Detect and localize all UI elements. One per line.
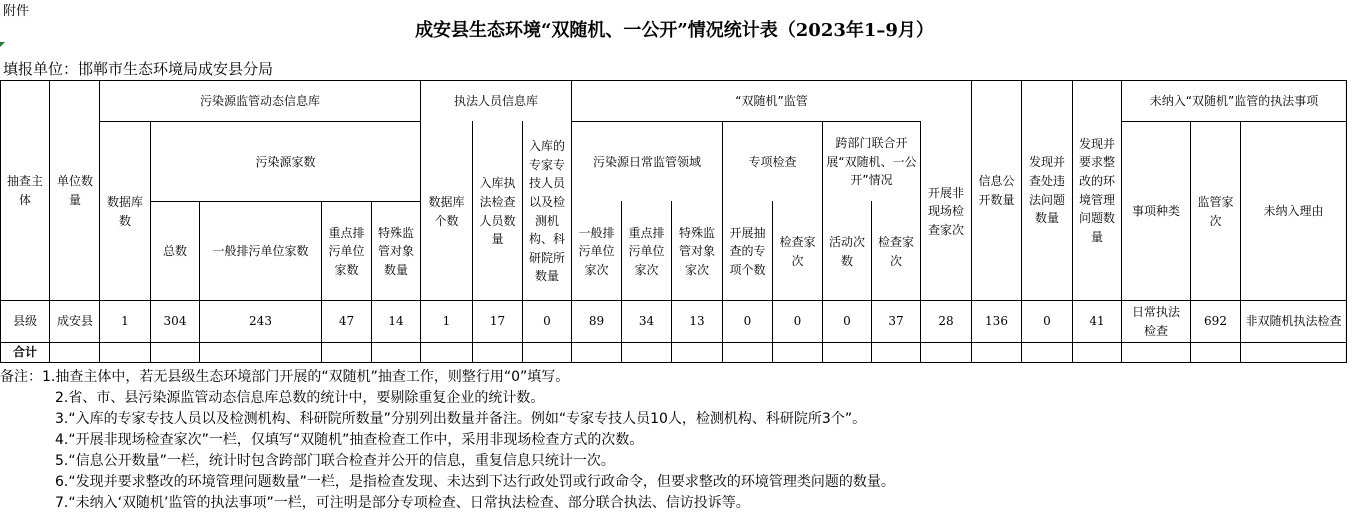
header-daily: 污染源日常监管领域 <box>592 154 701 169</box>
header-random: “双随机”监管 <box>735 93 808 108</box>
note-item: 6.“发现并要求整改的环境管理问题数量”一栏，是指检查发现、未达到下达行政处罚或行政命令，但要求整改的环境管理类问题的数量。 <box>55 474 895 490</box>
table-cell: 41 <box>1089 314 1105 329</box>
header-subject: 抽查主体 <box>6 173 43 207</box>
table-cell: 14 <box>388 314 404 329</box>
header-db-count: 数据库数 <box>106 194 143 228</box>
table-cell: 37 <box>888 314 904 329</box>
cell-comment-marker <box>0 42 5 47</box>
table-cell: 243 <box>249 314 272 329</box>
header-daily-key: 重点排污单位家次 <box>628 225 665 277</box>
header-enforcement-db: 执法人员信息库 <box>453 93 538 108</box>
table-cell: 0 <box>543 314 551 329</box>
header-pollution-db: 污染源监管动态信息库 <box>199 93 320 108</box>
header-joint-visits: 检查家次 <box>877 234 914 268</box>
header-reason: 未纳入理由 <box>1263 204 1324 219</box>
header-supervision: 监管家次 <box>1197 194 1234 228</box>
table-cell: 非双随机执法检查 <box>1245 314 1342 329</box>
note-item: 3.“入库的专家专技人员以及检测机构、科研院所数量”分别列出数量并备注。例如“专家专技人员10人，检测机构、科研院所3个”。 <box>55 411 867 427</box>
header-enforcement-db-count: 数据库个数 <box>428 194 465 228</box>
header-special: 特殊监管对象数量 <box>377 225 414 277</box>
table-cell: 1 <box>442 314 451 329</box>
table-cell: 0 <box>843 314 851 329</box>
header-special-check: 专项检查 <box>748 154 797 169</box>
header-key: 重点排污单位家数 <box>328 225 365 277</box>
reporting-unit: 填报单位：邯郸市生态环境局成安县分局 <box>3 60 274 78</box>
header-experts: 入库的专家专技人员以及检测机构、科研院所数量 <box>528 139 565 284</box>
note-item: 4.“开展非现场检查家次”一栏，仅填写“双随机”抽查检查工作中，采用非现场检查方式的次数。 <box>55 432 644 448</box>
note-item: 7.“未纳入‘双随机’监管的执法事项”一栏，可注明是部分专项检查、日常执法检查、部分联合执法、信访投诉等。 <box>55 495 750 511</box>
note-item: 备注：1.抽查主体中，若无县级生态环境部门开展的“双随机”抽查工作，则整行用“0”填写。 <box>0 369 570 385</box>
header-daily-special: 特殊监管对象家次 <box>678 225 715 277</box>
table-cell: 0 <box>743 314 752 329</box>
table-cell: 13 <box>689 314 705 329</box>
header-inspectors: 入库执法检查人员数量 <box>479 176 516 247</box>
table-cell: 0 <box>793 314 802 329</box>
header-not-included: 未纳入“双随机”监管的执法事项 <box>1149 93 1319 108</box>
table-cell: 日常执法检查 <box>1132 304 1181 338</box>
header-daily-general: 一般排污单位家次 <box>578 225 615 277</box>
table-cell: 县级 <box>12 314 37 329</box>
header-special-items: 开展抽查的专项个数 <box>729 225 766 277</box>
header-rectify: 发现并要求整改的环境管理问题数量 <box>1078 136 1115 244</box>
table-cell: 34 <box>638 314 655 329</box>
header-item-type: 事项种类 <box>1131 204 1180 219</box>
table-cell: 136 <box>985 314 1008 329</box>
header-joint-activity: 活动次数 <box>828 234 865 268</box>
header-general: 一般排污单位家数 <box>212 244 309 259</box>
table-cell: 692 <box>1204 314 1227 329</box>
notes <box>0 367 895 514</box>
header-unit-count: 单位数量 <box>56 173 93 207</box>
attachment-label: 附件 <box>3 4 30 19</box>
header-publicity: 信息公开数量 <box>978 173 1015 207</box>
table-cell: 47 <box>338 314 355 329</box>
table-cell: 0 <box>1043 314 1051 329</box>
note-item: 2.省、市、县污染源监管动态信息库总数的统计中，要剔除重复企业的统计数。 <box>55 390 545 406</box>
table-cell: 89 <box>588 314 605 329</box>
header-total: 总数 <box>162 244 187 259</box>
header-pollution-count: 污染源家数 <box>255 154 316 169</box>
header-special-visits: 检查家次 <box>779 234 816 268</box>
header-violations: 发现并查处违法问题数量 <box>1028 155 1065 226</box>
table-cell: 1 <box>121 314 129 329</box>
note-item: 5.“信息公开数量”一栏，统计时包含跨部门联合检查并公开的信息，重复信息只统计一次。 <box>55 453 615 469</box>
page-title: 成安县生态环境“双随机、一公开”情况统计表（2023年1–9月） <box>415 20 934 41</box>
header-joint: 跨部门联合开展“双随机、一公开”情况 <box>826 136 917 188</box>
table-cell: 28 <box>938 314 954 329</box>
statistics-table <box>0 80 1349 363</box>
total-row-label: 合计 <box>12 345 37 360</box>
table-cell: 17 <box>489 314 506 329</box>
header-offsite: 开展非现场检查家次 <box>927 185 964 237</box>
table-cell: 304 <box>163 314 187 329</box>
table-cell: 成安县 <box>56 314 93 329</box>
